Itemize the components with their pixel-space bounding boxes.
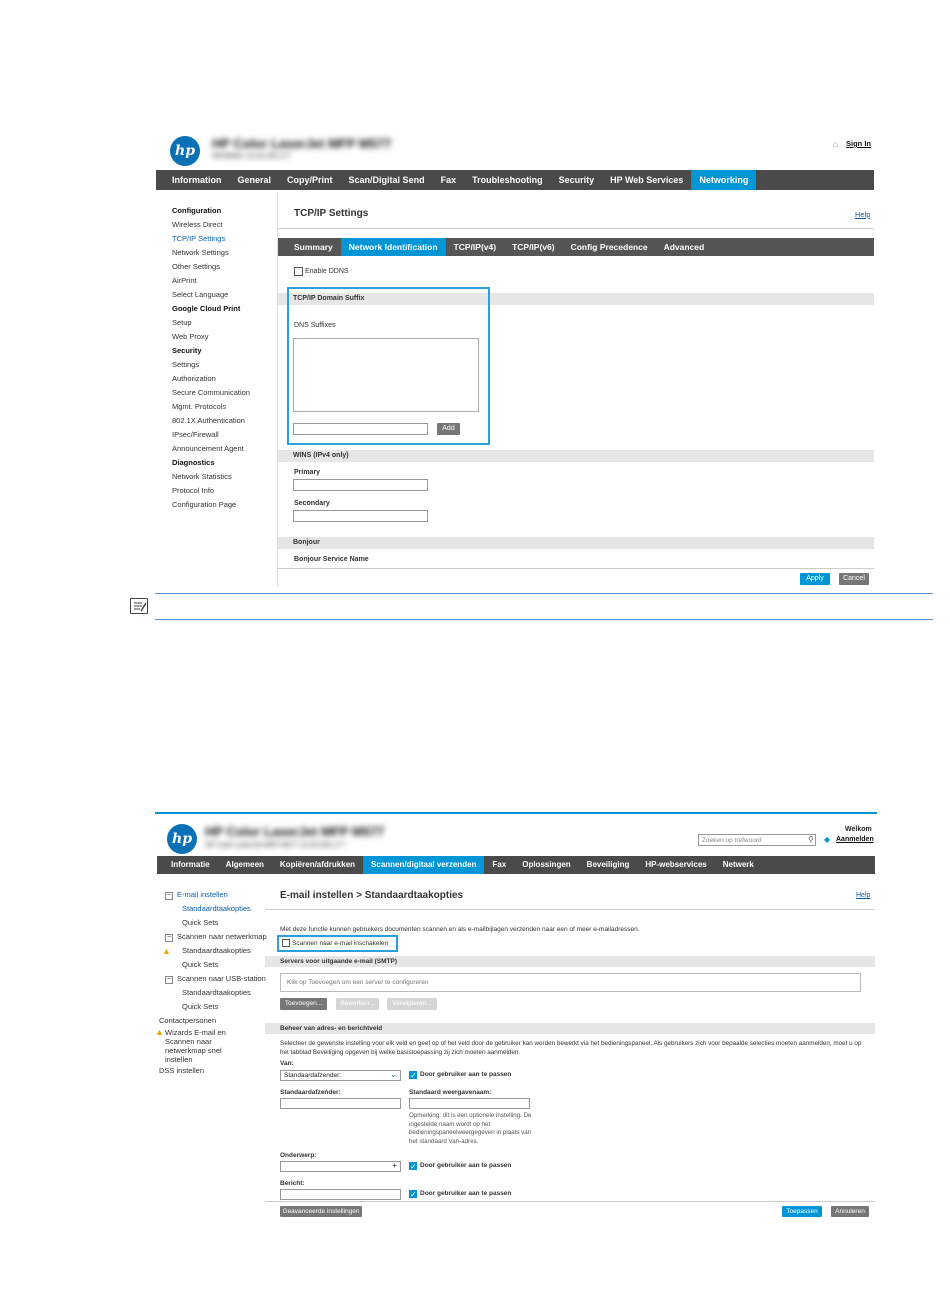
- sidebar-item[interactable]: Contactpersonen: [159, 1016, 217, 1025]
- sidebar-heading: Google Cloud Print: [172, 304, 241, 313]
- subtab-config-precedence[interactable]: Config Precedence: [570, 242, 648, 252]
- intro-text: Met deze functie kunnen gebruikers documenten scannen en als e-mailbijlagen verzenden naar een of meer e-mailadressen.: [280, 926, 640, 933]
- message-textarea[interactable]: [280, 1189, 401, 1200]
- sidebar-item[interactable]: DSS instellen: [159, 1066, 205, 1075]
- sidebar-item[interactable]: Protocol Info: [172, 486, 215, 495]
- page-title: TCP/IP Settings: [294, 208, 369, 219]
- product-title: HP Color LaserJet MFP M577: [205, 824, 385, 839]
- subtab-tcpip-v4[interactable]: TCP/IP(v4): [453, 242, 497, 252]
- sidebar-item-label: Scannen naar USB-station: [177, 974, 266, 983]
- tab-scannen[interactable]: Scannen/digitaal verzenden: [363, 856, 484, 874]
- page-title: E-mail instellen > Standaardtaakopties: [280, 890, 464, 901]
- smtp-add-button[interactable]: Toevoegen...: [280, 998, 327, 1010]
- note-text: Opmerking: dit is een optionele instelling. De ingestelde naam wordt op het bedieningspaneelweergegeven in plaats van het standaard Van-adres.: [409, 1112, 532, 1145]
- sidebar-item[interactable]: Standaardtaakopties: [182, 988, 251, 997]
- sign-in-arrow-icon: ◆: [824, 835, 831, 844]
- primary-input[interactable]: [293, 479, 428, 491]
- subject-editable-checkbox[interactable]: ✓: [410, 1162, 417, 1171]
- sidebar-item[interactable]: Secure Communication: [172, 388, 250, 397]
- tab-information[interactable]: Information: [172, 175, 222, 185]
- subtab-tcpip-v6[interactable]: TCP/IP(v6): [512, 242, 555, 252]
- collapse-icon[interactable]: −: [166, 892, 172, 899]
- footer-divider: [278, 568, 874, 569]
- tab-netwerk[interactable]: Netwerk: [722, 860, 754, 869]
- enable-ddns-checkbox[interactable]: [294, 267, 303, 276]
- tab-copy-print[interactable]: Copy/Print: [287, 175, 333, 185]
- subject-input[interactable]: [280, 1161, 401, 1172]
- primary-label: Primary: [294, 469, 321, 476]
- default-sender-input[interactable]: [280, 1098, 401, 1109]
- sign-in-link[interactable]: Aanmelden: [836, 836, 874, 843]
- secondary-input[interactable]: [293, 510, 428, 522]
- search-placeholder: Zoeken op trefwoord: [702, 837, 762, 844]
- footer-divider: [265, 1201, 875, 1202]
- domain-suffix-header: TCP/IP Domain Suffix: [278, 293, 874, 305]
- bonjour-header: Bonjour: [278, 537, 874, 549]
- cancel-button[interactable]: Annuleren: [831, 1206, 869, 1217]
- sidebar-item-label: Wizards E-mail en Scannen naar netwerkmap snel instellen: [165, 1028, 226, 1064]
- sidebar: [172, 204, 250, 512]
- subtabs: [278, 238, 874, 256]
- sidebar-item[interactable]: Mgmt. Protocols: [172, 402, 227, 411]
- sidebar-item[interactable]: Network Statistics: [172, 472, 232, 481]
- sidebar-item[interactable]: Other Settings: [172, 262, 220, 271]
- help-link[interactable]: Help: [856, 892, 871, 899]
- collapse-icon[interactable]: −: [166, 934, 172, 941]
- secondary-label: Secondary: [294, 500, 330, 507]
- subtab-network-identification[interactable]: Network Identification: [341, 238, 446, 256]
- main-nav: [156, 170, 874, 190]
- sidebar-item[interactable]: Network Settings: [172, 248, 229, 257]
- product-subtitle: NPI4860C 15.20.200.177: [212, 153, 292, 160]
- address-header: Beheer van adres- en berichtveld: [265, 1023, 875, 1034]
- sidebar-item-label: E-mail instellen: [177, 890, 228, 899]
- screenshot-tcpip: [150, 120, 880, 595]
- address-description: Selecteer de gewenste instelling voor elk veld en geef op of het veld door de gebruiker kan worden bewerkt via het bedieningspaneel. Als gebruikers zich voor bepaalde selecties moeten aanmelden, moet u op het tabblad Beveiliging opgeven bij welke basistoepassing zij zich moeten aanmelden.: [280, 1040, 862, 1056]
- wins-header: WINS (IPv4 only): [278, 450, 874, 462]
- tab-beveiliging[interactable]: Beveiliging: [586, 860, 630, 869]
- tab-general[interactable]: General: [237, 175, 272, 185]
- smtp-edit-button: Bewerken...: [336, 998, 379, 1010]
- tab-hp-webservices[interactable]: HP-webservices: [645, 860, 707, 869]
- subtab-summary[interactable]: Summary: [294, 242, 333, 252]
- from-editable-label: Door gebruiker aan te passen: [420, 1071, 512, 1078]
- sidebar-item-label: Standaardtaakopties: [182, 946, 251, 955]
- message-editable-checkbox[interactable]: ✓: [410, 1190, 417, 1199]
- smtp-header: Servers voor uitgaande e-mail (SMTP): [265, 956, 875, 967]
- smtp-remove-button: Verwijderen...: [387, 998, 437, 1010]
- bonjour-service-name-label: Bonjour Service Name: [294, 556, 369, 563]
- default-display-name-input[interactable]: [409, 1098, 530, 1109]
- enable-ddns-label: Enable DDNS: [305, 268, 349, 275]
- warning-icon: ▲: [162, 946, 171, 956]
- home-icon[interactable]: ⌂: [833, 139, 839, 149]
- note-icon: [130, 598, 148, 614]
- main-nav: [157, 856, 875, 874]
- from-select[interactable]: [280, 1070, 401, 1081]
- sidebar-item[interactable]: Wireless Direct: [172, 220, 223, 229]
- enable-scan-email-label: Scannen naar e-mail inschakelen: [292, 940, 389, 947]
- product-title: HP Color LaserJet MFP M577: [212, 136, 392, 151]
- welcome-text: Welkom: [845, 826, 872, 833]
- tab-informatie[interactable]: Informatie: [171, 860, 210, 869]
- sidebar-item[interactable]: AirPrint: [172, 276, 197, 285]
- tab-hp-web-services[interactable]: HP Web Services: [610, 175, 684, 185]
- hp-logo-icon: hp: [167, 824, 197, 854]
- sidebar-group[interactable]: [165, 930, 267, 944]
- sidebar-item[interactable]: Configuration Page: [172, 500, 237, 509]
- tab-kopieren[interactable]: Kopiëren/afdrukken: [279, 860, 356, 869]
- sidebar-item[interactable]: Web Proxy: [172, 332, 209, 341]
- tab-algemeen[interactable]: Algemeen: [225, 860, 264, 869]
- collapse-icon[interactable]: −: [166, 976, 172, 983]
- title-divider: [265, 909, 875, 910]
- advanced-settings-button[interactable]: Geavanceerde instellingen: [280, 1206, 362, 1217]
- sidebar-group[interactable]: [165, 972, 267, 986]
- note-rule-bottom: [155, 619, 933, 620]
- product-subtitle: HP Color LaserJet MFP M577 15.20.200.177: [205, 842, 345, 849]
- title-divider: [278, 228, 874, 229]
- sidebar-item[interactable]: [162, 944, 267, 958]
- sidebar-heading: Security: [172, 346, 202, 355]
- sidebar-item-active[interactable]: TCP/IP Settings: [172, 234, 226, 243]
- sidebar-item[interactable]: Quick Sets: [182, 960, 219, 969]
- hp-logo-icon: hp: [170, 136, 200, 166]
- sidebar-heading: Configuration: [172, 206, 222, 215]
- tab-networking[interactable]: Networking: [691, 170, 756, 190]
- sidebar-item[interactable]: 802.1X Authentication: [172, 416, 245, 425]
- message-editable-label: Door gebruiker aan te passen: [420, 1190, 512, 1197]
- default-sender-label: Standaardafzender:: [280, 1089, 341, 1096]
- tab-fax[interactable]: Fax: [492, 860, 507, 869]
- sidebar-heading: Diagnostics: [172, 458, 215, 467]
- sidebar-item[interactable]: Announcement Agent: [172, 444, 244, 453]
- domain-suffix-highlight: [287, 287, 490, 445]
- subtab-advanced[interactable]: Advanced: [663, 242, 705, 252]
- sidebar: [155, 888, 267, 1078]
- sign-in-link[interactable]: Sign In: [846, 139, 871, 148]
- tab-scan[interactable]: Scan/Digital Send: [348, 175, 425, 185]
- tab-troubleshooting[interactable]: Troubleshooting: [472, 175, 543, 185]
- apply-button[interactable]: Toepassen: [782, 1206, 822, 1217]
- sidebar-group[interactable]: [165, 888, 267, 902]
- cancel-button[interactable]: Cancel: [839, 573, 869, 585]
- sidebar-item-active[interactable]: Standaardtaakopties: [182, 904, 251, 913]
- subject-label: Onderwerp:: [280, 1152, 317, 1159]
- search-input[interactable]: [698, 834, 816, 846]
- dns-suffixes-label: DNS Suffixes: [294, 322, 336, 329]
- smtp-hint: Klik op Toevoegen om een server te configureren: [287, 979, 429, 986]
- smtp-server-list[interactable]: [280, 973, 861, 992]
- from-select-value: Standaardafzender:: [284, 1072, 342, 1079]
- sidebar-item[interactable]: [155, 1027, 244, 1064]
- enable-scan-email-highlight: [277, 935, 398, 952]
- tab-security[interactable]: Security: [558, 175, 595, 185]
- screenshot-email: [155, 812, 877, 1222]
- tab-fax[interactable]: Fax: [440, 175, 457, 185]
- sidebar-item[interactable]: IPsec/Firewall: [172, 430, 219, 439]
- sidebar-item[interactable]: Quick Sets: [182, 918, 219, 927]
- sidebar-item[interactable]: Select Language: [172, 290, 229, 299]
- sidebar-item[interactable]: Quick Sets: [182, 1002, 219, 1011]
- add-button[interactable]: Add: [437, 423, 460, 435]
- chevron-down-icon: ⌄: [390, 1070, 397, 1079]
- sidebar-item-label: Scannen naar netwerkmap: [177, 932, 267, 941]
- help-link[interactable]: Help: [855, 210, 871, 219]
- warning-icon: ▲: [155, 1027, 164, 1037]
- plus-icon[interactable]: +: [392, 1161, 397, 1170]
- subject-editable-label: Door gebruiker aan te passen: [420, 1162, 512, 1169]
- from-editable-checkbox[interactable]: ✓: [410, 1071, 417, 1080]
- note-rule-top: [155, 593, 933, 594]
- search-icon[interactable]: ⚲: [808, 835, 814, 844]
- sidebar-item[interactable]: Authorization: [172, 374, 216, 383]
- from-label: Van:: [280, 1060, 294, 1067]
- default-display-name-label: Standaard weergavenaam:: [409, 1089, 492, 1096]
- tab-oplossingen[interactable]: Oplossingen: [522, 860, 571, 869]
- sidebar-item[interactable]: Setup: [172, 318, 192, 327]
- message-label: Bericht:: [280, 1180, 305, 1187]
- apply-button[interactable]: Apply: [800, 573, 830, 585]
- sidebar-item[interactable]: Settings: [172, 360, 200, 369]
